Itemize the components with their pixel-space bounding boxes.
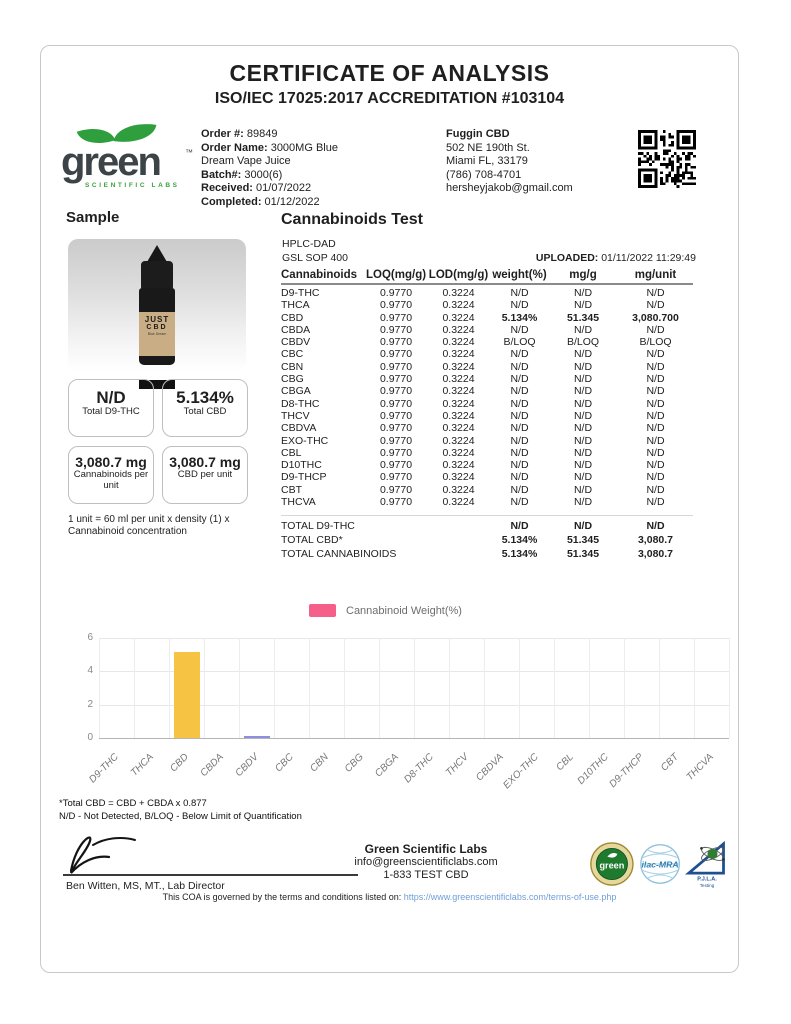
x-tick-label: THCVA: [684, 751, 716, 783]
x-axis-line: [99, 738, 729, 739]
info-line: Miami FL, 33179: [446, 155, 528, 167]
terms-text: This COA is governed by the terms and conditions listed on:: [162, 892, 402, 902]
bottle-body: [139, 288, 175, 365]
uploaded-timestamp: UPLOADED: 01/11/2022 11:29:49: [535, 252, 696, 264]
gridline: [309, 638, 310, 738]
legend-label: Cannabinoid Weight(%): [346, 604, 462, 617]
x-tick-label: D9-THCP: [606, 751, 646, 791]
client-name: Fuggin CBD: [446, 128, 510, 140]
total-row: TOTAL D9-THC N/D N/D N/D: [281, 520, 665, 533]
bottle-label: JUST CBD Blue Dream: [139, 312, 175, 356]
table-row: THCA 0.9770 0.3224 N/D N/D N/D: [281, 299, 665, 312]
footnote-total-cbd: *Total CBD = CBD + CBDA x 0.877: [59, 798, 207, 809]
info-line: Batch#: 3000(6): [201, 168, 283, 181]
signatory-name: Ben Witten, MS, MT., Lab Director: [66, 880, 225, 892]
gridline: [659, 638, 660, 738]
x-tick-label: D9-THC: [86, 751, 121, 786]
total-row: TOTAL CANNABINOIDS 5.134% 51.345 3,080.7: [281, 548, 674, 561]
y-tick-label: 4: [87, 665, 93, 677]
gridline: [239, 638, 240, 738]
terms-link[interactable]: https://www.greenscientificlabs.com/terms-of-use.php: [403, 892, 617, 902]
table-row: THCVA 0.9770 0.3224 N/D N/D N/D: [281, 496, 665, 509]
x-tick-label: EXO-THC: [500, 751, 541, 792]
bar-cbd: [174, 652, 200, 738]
gridline: [449, 638, 450, 738]
table-row: D8-THC 0.9770 0.3224 N/D N/D N/D: [281, 397, 665, 410]
table-totals: [281, 515, 693, 561]
lab-name: Green Scientific Labs: [364, 842, 488, 856]
gridline: [729, 638, 730, 738]
order-info: [201, 128, 366, 209]
chart-plot: [59, 598, 734, 798]
result-box-total-cbd: 5.134% Total CBD: [162, 379, 248, 437]
lab-contact-block: [286, 842, 566, 882]
gridline: [414, 638, 415, 738]
bottle-dripper-tip: [147, 245, 167, 262]
info-line: Order #: 89849: [201, 128, 278, 140]
test-sop: GSL SOP 400: [282, 252, 348, 264]
svg-text:ilac-MRA: ilac-MRA: [641, 859, 679, 870]
accreditation-subtitle: ISO/IEC 17025:2017 ACCREDITATION #103104: [214, 90, 565, 107]
y-tick-label: 2: [87, 698, 93, 710]
table-row: EXO-THC 0.9770 0.3224 N/D N/D N/D: [281, 434, 665, 447]
logo-tagline: SCIENTIFIC LABS: [85, 182, 180, 189]
x-tick-label: CBT: [658, 751, 681, 774]
green-scientific-labs-logo: [61, 130, 211, 192]
gridline: [519, 638, 520, 738]
sample-heading: Sample: [66, 209, 120, 226]
page-title: CERTIFICATE OF ANALYSIS: [229, 60, 550, 86]
accreditation-badges: [589, 834, 729, 894]
ilac-mra-icon: [639, 841, 681, 887]
total-row: TOTAL CBD* 5.134% 51.345 3,080.7: [281, 534, 674, 547]
table-row: CBD 0.9770 0.3224 5.134% 51.345 3,080.700: [281, 311, 679, 324]
pjla-icon: [685, 836, 729, 892]
gridline: [589, 638, 590, 738]
x-tick-label: CBDA: [197, 751, 226, 780]
gridline: [624, 638, 625, 738]
table-row: CBDVA 0.9770 0.3224 N/D N/D N/D: [281, 422, 665, 435]
x-tick-label: CBL: [553, 751, 576, 774]
cannabinoid-weight-chart: [59, 598, 734, 798]
cannabinoids-table: [281, 268, 693, 561]
table-row: CBT 0.9770 0.3224 N/D N/D N/D: [281, 483, 665, 496]
bar-cbdv: [244, 736, 270, 738]
qr-code: [638, 130, 696, 188]
test-method: HPLC-DAD: [282, 238, 336, 250]
table-row: CBN 0.9770 0.3224 N/D N/D N/D: [281, 360, 665, 373]
x-tick-label: D8-THC: [401, 751, 436, 786]
table-row: CBDV 0.9770 0.3224 B/LOQ B/LOQ B/LOQ: [281, 336, 672, 349]
x-tick-label: CBG: [342, 751, 366, 775]
terms-line: [41, 892, 738, 902]
product-photo: [68, 239, 246, 371]
gridline: [99, 638, 100, 738]
client-info: [446, 128, 616, 196]
x-tick-label: THCA: [128, 751, 156, 779]
vape-bottle: [138, 245, 176, 365]
x-tick-label: CBC: [272, 751, 296, 775]
table-row: CBC 0.9770 0.3224 N/D N/D N/D: [281, 348, 665, 361]
signature-handwriting: [63, 829, 173, 875]
trademark-symbol: ™: [185, 148, 193, 157]
x-tick-label: CBDVA: [473, 751, 506, 784]
logo-wordmark: green: [61, 140, 160, 184]
result-box-total-d9thc: N/D Total D9-THC: [68, 379, 154, 437]
unit-note: 1 unit = 60 ml per unit x density (1) x Cannabinoid concentration: [68, 514, 230, 537]
result-box-cannabinoids-per-unit: 3,080.7 mg Cannabinoids per unit: [68, 446, 154, 504]
lab-phone: 1-833 TEST CBD: [383, 869, 469, 881]
green-seal-icon: [589, 839, 635, 889]
gridline: [134, 638, 135, 738]
result-box-cbd-per-unit: 3,080.7 mg CBD per unit: [162, 446, 248, 504]
y-tick-label: 0: [87, 732, 93, 743]
x-tick-label: CBD: [167, 751, 191, 775]
x-tick-label: CBGA: [372, 751, 401, 780]
footnote-nd-bloq: N/D - Not Detected, B/LOQ - Below Limit of Quantification: [59, 811, 302, 822]
gridline: [379, 638, 380, 738]
x-tick-label: CBN: [307, 751, 331, 775]
lab-email: info@greenscientificlabs.com: [354, 856, 498, 868]
table-row: D9-THCP 0.9770 0.3224 N/D N/D N/D: [281, 471, 665, 484]
gridline: [484, 638, 485, 738]
svg-text:Testing: Testing: [699, 882, 715, 888]
x-tick-label: THCV: [443, 751, 471, 779]
info-line: Order Name: 3000MG Blue Dream Vape Juice: [201, 141, 338, 167]
test-heading: Cannabinoids Test: [281, 211, 423, 228]
x-tick-label: D10THC: [575, 751, 611, 787]
gridline: [694, 638, 695, 738]
info-line: hersheyjakob@gmail.com: [446, 182, 573, 194]
gridline: [344, 638, 345, 738]
table-row: THCV 0.9770 0.3224 N/D N/D N/D: [281, 409, 665, 422]
info-line: Completed: 01/12/2022: [201, 195, 320, 208]
cannabinoid-rows: [281, 287, 693, 508]
gridline: [554, 638, 555, 738]
table-header-row: Cannabinoids LOQ(mg/g) LOD(mg/g) weight(%) mg/g mg/unit: [281, 268, 693, 285]
table-row: D10THC 0.9770 0.3224 N/D N/D N/D: [281, 459, 665, 472]
table-row: D9-THC 0.9770 0.3224 N/D N/D N/D: [281, 287, 665, 299]
bottle-cap: [141, 261, 173, 289]
table-row: CBDA 0.9770 0.3224 N/D N/D N/D: [281, 323, 665, 336]
svg-text:P.J.L.A.: P.J.L.A.: [697, 876, 717, 883]
y-tick-label: 6: [87, 632, 93, 643]
svg-text:green: green: [599, 860, 625, 871]
gridline: [274, 638, 275, 738]
table-row: CBG 0.9770 0.3224 N/D N/D N/D: [281, 373, 665, 386]
gridline: [204, 638, 205, 738]
coa-document: [40, 45, 739, 973]
info-line: 502 NE 190th St.: [446, 141, 530, 154]
table-row: CBGA 0.9770 0.3224 N/D N/D N/D: [281, 385, 665, 398]
table-row: CBL 0.9770 0.3224 N/D N/D N/D: [281, 446, 665, 459]
x-tick-label: CBDV: [232, 751, 261, 780]
info-line: (786) 708-4701: [446, 168, 522, 181]
gridline: [169, 638, 170, 738]
info-line: Received: 01/07/2022: [201, 182, 312, 194]
